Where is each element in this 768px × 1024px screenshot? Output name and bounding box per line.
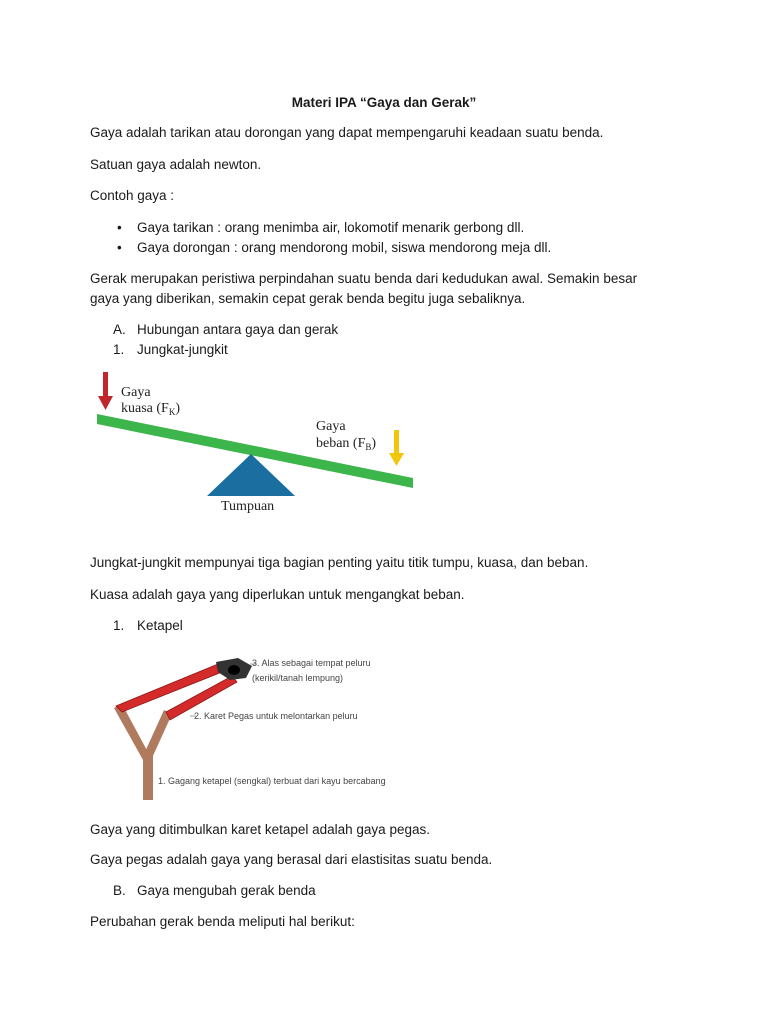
paragraph-kuasa: Kuasa adalah gaya yang diperlukan untuk mengangkat beban. [90,587,465,602]
paragraph-seesaw-parts: Jungkat-jungkit mempunyai tiga bagian penting yaitu titik tumpu, kuasa, dan beban. [90,555,589,570]
paragraph-unit: Satuan gaya adalah newton. [90,157,262,172]
section-a-marker: A. [113,322,126,337]
bullet-item-push: Gaya dorongan : orang mendorong mobil, siswa mendorong meja dll. [137,240,552,255]
section-b-heading: Gaya mengubah gerak benda [137,883,316,898]
paragraph-definition: Gaya adalah tarikan atau dorongan yang dapat mempengaruhi keadaan suatu benda. [90,125,604,140]
beban-label-subscript: B [365,442,372,452]
paragraph-motion-changes: Perubahan gerak benda meliputi hal berikut: [90,914,355,929]
seesaw-figure [95,368,415,518]
paragraph-slingshot-force: Gaya yang ditimbulkan karet ketapel adalah gaya pegas. [90,822,430,837]
kuasa-label-line1: Gaya [121,385,151,400]
document-title: Materi IPA “Gaya dan Gerak” [291,95,477,110]
kuasa-label-line2: kuasa $(F_K)$ [121,401,180,417]
item-2-heading: Ketapel [137,618,183,633]
slingshot-label-3-line2: (kerikil/tanah lempung) [252,673,344,683]
beban-arrow-icon [389,430,404,466]
bullet-icon: • [117,240,122,255]
kuasa-arrow-icon [98,372,113,410]
item-1-marker: 1. [113,342,125,357]
kuasa-label-subscript: K [168,407,176,417]
paragraph-motion-line1: Gerak merupakan peristiwa perpindahan suatu benda dari kedudukan awal. Semakin besar [90,271,638,286]
kuasa-label-text: kuasa (F [121,401,169,416]
slingshot-label-2: 2. Karet Pegas untuk melontarkan peluru [194,711,358,721]
item-1-heading: Jungkat-jungkit [137,342,228,357]
bullet-item-pull: Gaya tarikan : orang menimba air, lokomotif menarik gerbong dll. [137,220,525,235]
section-b-marker: B. [113,883,126,898]
paragraph-motion-line2: gaya yang diberikan, semakin cepat gerak benda begitu juga sebaliknya. [90,291,526,306]
beban-label-text: beban (F [316,436,366,451]
bullet-icon: • [117,220,122,235]
section-a-heading: Hubungan antara gaya dan gerak [137,322,339,337]
paragraph-examples-heading: Contoh gaya : [90,188,175,203]
paragraph-spring-force: Gaya pegas adalah gaya yang berasal dari elastisitas suatu benda. [90,852,493,867]
slingshot-label-1: 1. Gagang ketapel (sengkal) terbuat dari kayu bercabang [158,776,386,786]
slingshot-figure [110,648,400,803]
item-2-marker: 1. [113,618,125,633]
slingshot-label-3-line1: 3. Alas sebagai tempat peluru [252,658,371,668]
fulcrum-label: Tumpuan [221,499,275,514]
pouch-icon [216,658,252,680]
beban-label-line1: Gaya [316,419,346,434]
beban-label-line2: beban $(F_B)$ [316,436,377,452]
rubber-band-upper [116,664,222,712]
